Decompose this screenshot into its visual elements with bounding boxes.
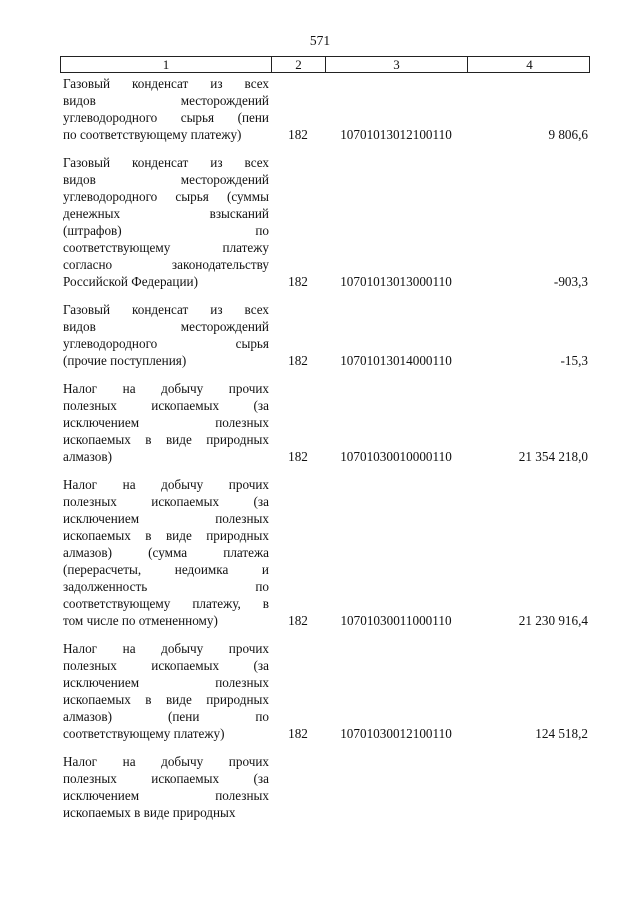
amount-value: 21 354 218,0 — [518, 449, 588, 464]
table-row — [60, 476, 590, 629]
description-line: (прочие поступления) — [63, 353, 187, 368]
description-line: углеводородного сырья (суммы — [63, 189, 269, 204]
description-line: соответствующему платежу, в — [63, 596, 269, 611]
amount-value: 21 230 916,4 — [518, 613, 588, 628]
description-line: ископаемых в виде природных — [63, 805, 236, 820]
description-line: согласно законодательству — [63, 257, 269, 272]
table-row — [60, 301, 590, 369]
description-line: денежных взысканий — [63, 206, 269, 221]
description-line: Газовый конденсат из всех — [63, 76, 269, 91]
description-line: алмазов) (сумма платежа — [63, 545, 269, 560]
description-line: полезных ископаемых (за — [63, 398, 269, 413]
budget-code: 10701013012100110 — [340, 127, 452, 142]
description-line: Российской Федерации) — [63, 274, 198, 289]
description-line: Налог на добычу прочих — [63, 477, 269, 492]
description-line: углеводородного сырья — [63, 336, 269, 351]
description-line: полезных ископаемых (за — [63, 771, 269, 786]
description-line: видов месторождений — [63, 172, 269, 187]
description-line: по соответствующему платежу) — [63, 127, 242, 142]
description-line: Газовый конденсат из всех — [63, 302, 269, 317]
row-description — [60, 380, 271, 465]
description-line: Налог на добычу прочих — [63, 381, 269, 396]
row-description — [60, 753, 271, 821]
table-body — [60, 75, 590, 832]
description-line: Налог на добычу прочих — [63, 641, 269, 656]
row-description — [60, 301, 271, 369]
table-row — [60, 75, 590, 143]
table-row — [60, 753, 590, 821]
admin-code: 182 — [288, 274, 308, 289]
description-line: исключением полезных — [63, 511, 269, 526]
description-line: исключением полезных — [63, 675, 269, 690]
table-row — [60, 640, 590, 742]
amount-value: 9 806,6 — [548, 127, 588, 142]
description-line: видов месторождений — [63, 93, 269, 108]
header-col-1: 1 — [61, 57, 272, 73]
description-line: ископаемых в виде природных — [63, 692, 269, 707]
description-line: ископаемых в виде природных — [63, 432, 269, 447]
page-number: 571 — [309, 33, 331, 48]
amount-value: -903,3 — [553, 274, 588, 289]
description-line: (штрафов) по — [63, 223, 269, 238]
description-line: задолженность по — [63, 579, 269, 594]
description-line: соответствующему платежу — [63, 240, 269, 255]
amount-value: 124 518,2 — [535, 726, 588, 741]
admin-code: 182 — [288, 127, 308, 142]
budget-code: 10701013013000110 — [340, 274, 452, 289]
table-header — [60, 56, 590, 73]
budget-code: 10701030011000110 — [340, 613, 452, 628]
description-line: видов месторождений — [63, 319, 269, 334]
header-col-4: 4 — [526, 57, 533, 72]
description-line: алмазов) (пени по — [63, 709, 269, 724]
admin-code: 182 — [288, 449, 308, 464]
table-row — [60, 380, 590, 465]
description-line: ископаемых в виде природных — [63, 528, 269, 543]
header-col-2: 2 — [272, 57, 326, 73]
row-description — [60, 476, 271, 629]
budget-code: 10701030010000110 — [340, 449, 452, 464]
admin-code: 182 — [288, 726, 308, 741]
description-line: соответствующему платежу) — [63, 726, 225, 741]
description-line: (перерасчеты, недоимка и — [63, 562, 269, 577]
row-description — [60, 75, 271, 143]
description-line: полезных ископаемых (за — [63, 658, 269, 673]
description-line: Налог на добычу прочих — [63, 754, 269, 769]
description-line: Газовый конденсат из всех — [63, 155, 269, 170]
table-row — [60, 154, 590, 290]
admin-code: 182 — [288, 613, 308, 628]
row-description — [60, 640, 271, 742]
row-description — [60, 154, 271, 290]
description-line: исключением полезных — [63, 415, 269, 430]
description-line: том числе по отмененному) — [63, 613, 218, 628]
description-line: алмазов) — [63, 449, 113, 464]
header-col-3: 3 — [326, 57, 468, 73]
description-line: исключением полезных — [63, 788, 269, 803]
amount-value: -15,3 — [560, 353, 588, 368]
admin-code: 182 — [288, 353, 308, 368]
description-line: полезных ископаемых (за — [63, 494, 269, 509]
description-line: углеводородного сырья (пени — [63, 110, 269, 125]
budget-code: 10701013014000110 — [340, 353, 452, 368]
budget-code: 10701030012100110 — [340, 726, 452, 741]
